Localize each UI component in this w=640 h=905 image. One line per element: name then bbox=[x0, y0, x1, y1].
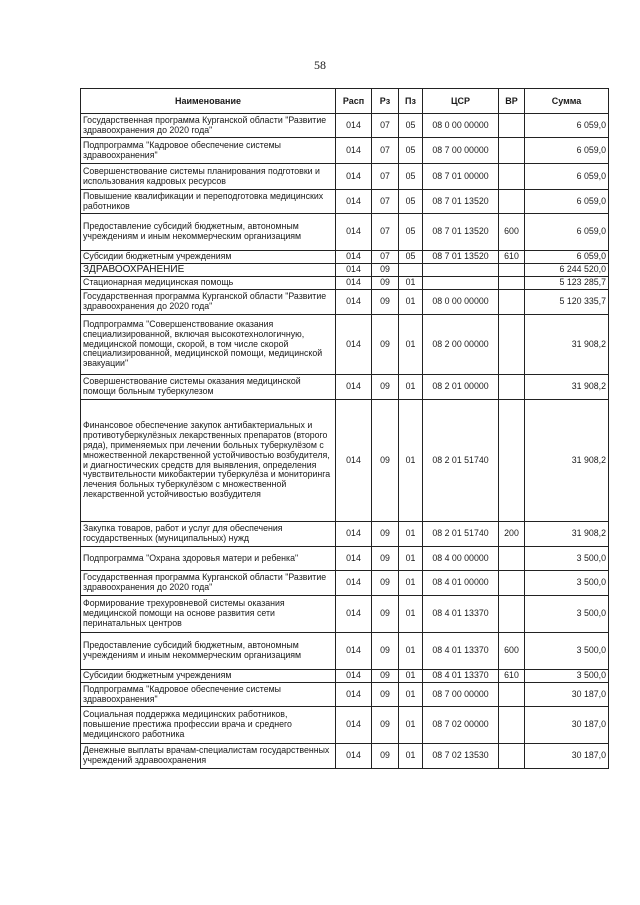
cell-name: Формирование трехуровневой системы оказания медицинской помощи на основе развития сети перинатальных центров bbox=[81, 596, 336, 633]
cell-rz: 09 bbox=[372, 683, 399, 707]
cell-sum: 31 908,2 bbox=[525, 375, 609, 400]
cell-sum: 6 059,0 bbox=[525, 114, 609, 138]
cell-vr bbox=[499, 114, 525, 138]
cell-rz: 09 bbox=[372, 315, 399, 375]
cell-pz: 01 bbox=[399, 670, 423, 683]
cell-name: Государственная программа Курганской области "Развитие здравоохранения до 2020 года" bbox=[81, 290, 336, 315]
cell-vr bbox=[499, 375, 525, 400]
table-row bbox=[81, 683, 609, 707]
cell-vr bbox=[499, 290, 525, 315]
cell-rz: 09 bbox=[372, 633, 399, 670]
cell-vr bbox=[499, 315, 525, 375]
cell-sum: 31 908,2 bbox=[525, 315, 609, 375]
cell-rasp: 014 bbox=[336, 400, 372, 522]
cell-csr bbox=[423, 277, 499, 290]
cell-pz: 01 bbox=[399, 277, 423, 290]
cell-rz: 09 bbox=[372, 596, 399, 633]
cell-rasp: 014 bbox=[336, 670, 372, 683]
table-row bbox=[81, 571, 609, 596]
cell-name: Совершенствование системы оказания медицинской помощи больным туберкулезом bbox=[81, 375, 336, 400]
table-row bbox=[81, 633, 609, 670]
cell-sum: 3 500,0 bbox=[525, 571, 609, 596]
cell-csr: 08 4 00 00000 bbox=[423, 547, 499, 571]
cell-vr bbox=[499, 164, 525, 190]
cell-name: Подпрограмма "Охрана здоровья матери и ребенка" bbox=[81, 547, 336, 571]
cell-sum: 3 500,0 bbox=[525, 596, 609, 633]
cell-rasp: 014 bbox=[336, 251, 372, 264]
cell-rasp: 014 bbox=[336, 547, 372, 571]
cell-csr: 08 4 01 00000 bbox=[423, 571, 499, 596]
cell-pz: 01 bbox=[399, 596, 423, 633]
cell-sum: 31 908,2 bbox=[525, 400, 609, 522]
cell-csr: 08 7 00 00000 bbox=[423, 138, 499, 164]
cell-csr: 08 2 01 51740 bbox=[423, 400, 499, 522]
cell-vr bbox=[499, 190, 525, 214]
cell-sum: 6 059,0 bbox=[525, 214, 609, 251]
cell-rz: 09 bbox=[372, 547, 399, 571]
cell-rasp: 014 bbox=[336, 214, 372, 251]
cell-rasp: 014 bbox=[336, 114, 372, 138]
cell-rz: 09 bbox=[372, 264, 399, 277]
cell-sum: 3 500,0 bbox=[525, 670, 609, 683]
cell-pz: 01 bbox=[399, 707, 423, 744]
cell-sum: 6 059,0 bbox=[525, 138, 609, 164]
cell-sum: 6 059,0 bbox=[525, 190, 609, 214]
cell-vr bbox=[499, 571, 525, 596]
cell-name: Государственная программа Курганской области "Развитие здравоохранения до 2020 года" bbox=[81, 114, 336, 138]
cell-vr bbox=[499, 547, 525, 571]
cell-rasp: 014 bbox=[336, 264, 372, 277]
cell-rz: 07 bbox=[372, 138, 399, 164]
table-row bbox=[81, 400, 609, 522]
cell-vr: 610 bbox=[499, 670, 525, 683]
table-row bbox=[81, 707, 609, 744]
cell-rz: 09 bbox=[372, 571, 399, 596]
cell-pz: 05 bbox=[399, 190, 423, 214]
cell-csr: 08 7 01 13520 bbox=[423, 251, 499, 264]
header-name: Наименование bbox=[81, 89, 336, 114]
cell-pz: 05 bbox=[399, 164, 423, 190]
cell-rasp: 014 bbox=[336, 571, 372, 596]
cell-pz: 01 bbox=[399, 400, 423, 522]
header-pz: Пз bbox=[399, 89, 423, 114]
cell-sum: 30 187,0 bbox=[525, 707, 609, 744]
cell-sum: 6 059,0 bbox=[525, 164, 609, 190]
table-header-row bbox=[81, 89, 609, 114]
cell-vr bbox=[499, 264, 525, 277]
table-row bbox=[81, 277, 609, 290]
cell-rasp: 014 bbox=[336, 315, 372, 375]
cell-csr bbox=[423, 264, 499, 277]
cell-rasp: 014 bbox=[336, 744, 372, 769]
cell-name: Стационарная медицинская помощь bbox=[81, 277, 336, 290]
cell-rasp: 014 bbox=[336, 707, 372, 744]
cell-rasp: 014 bbox=[336, 190, 372, 214]
cell-pz: 01 bbox=[399, 290, 423, 315]
cell-csr: 08 4 01 13370 bbox=[423, 633, 499, 670]
cell-csr: 08 4 01 13370 bbox=[423, 670, 499, 683]
cell-name: Предоставление субсидий бюджетным, автономным учреждениям и иным некоммерческим организациям bbox=[81, 214, 336, 251]
cell-vr bbox=[499, 744, 525, 769]
cell-rasp: 014 bbox=[336, 290, 372, 315]
cell-csr: 08 7 01 13520 bbox=[423, 190, 499, 214]
cell-vr bbox=[499, 596, 525, 633]
cell-csr: 08 7 02 13530 bbox=[423, 744, 499, 769]
cell-pz: 05 bbox=[399, 114, 423, 138]
table-row bbox=[81, 138, 609, 164]
cell-name: Подпрограмма "Совершенствование оказания специализированной, включая высокотехнологичную, медицинской помощи, скорой, в том числе скорой специализированной, медицинской помощи, медицинской эвакуации" bbox=[81, 315, 336, 375]
cell-csr: 08 2 01 00000 bbox=[423, 375, 499, 400]
cell-csr: 08 4 01 13370 bbox=[423, 596, 499, 633]
cell-csr: 08 7 02 00000 bbox=[423, 707, 499, 744]
cell-rasp: 014 bbox=[336, 522, 372, 547]
cell-sum: 3 500,0 bbox=[525, 547, 609, 571]
cell-vr: 200 bbox=[499, 522, 525, 547]
table-row bbox=[81, 214, 609, 251]
cell-rz: 07 bbox=[372, 190, 399, 214]
cell-vr bbox=[499, 683, 525, 707]
budget-table bbox=[80, 88, 609, 769]
cell-csr: 08 2 00 00000 bbox=[423, 315, 499, 375]
cell-rasp: 014 bbox=[336, 596, 372, 633]
page-number: 58 bbox=[314, 58, 326, 72]
cell-rasp: 014 bbox=[336, 683, 372, 707]
table-row bbox=[81, 522, 609, 547]
cell-name: Подпрограмма "Кадровое обеспечение системы здравоохранения" bbox=[81, 683, 336, 707]
cell-sum: 5 120 335,7 bbox=[525, 290, 609, 315]
header-rasp: Расп bbox=[336, 89, 372, 114]
cell-vr: 610 bbox=[499, 251, 525, 264]
cell-rz: 09 bbox=[372, 670, 399, 683]
cell-rz: 09 bbox=[372, 522, 399, 547]
cell-name: Финансовое обеспечение закупок антибактериальных и противотуберкулёзных лекарственных препаратов (второго ряда), применяемых при лечении больных туберкулёзом с множественной лекарственной устойчивостью возбудителя, и диагностических средств для выявления, определения чувствительности микобактерии туберкулёза и мониторинга лечения больных туберкулёзом с множественной лекарственной устойчивостью возбудителя bbox=[81, 400, 336, 522]
table-row bbox=[81, 290, 609, 315]
cell-pz: 05 bbox=[399, 138, 423, 164]
cell-rz: 09 bbox=[372, 375, 399, 400]
cell-sum: 5 123 285,7 bbox=[525, 277, 609, 290]
cell-name: Социальная поддержка медицинских работников, повышение престижа профессии врача и среднего медицинского работника bbox=[81, 707, 336, 744]
cell-pz: 01 bbox=[399, 633, 423, 670]
cell-pz: 01 bbox=[399, 375, 423, 400]
cell-rz: 07 bbox=[372, 164, 399, 190]
header-csr: ЦСР bbox=[423, 89, 499, 114]
cell-rasp: 014 bbox=[336, 375, 372, 400]
cell-pz bbox=[399, 264, 423, 277]
cell-name: Предоставление субсидий бюджетным, автономным учреждениям и иным некоммерческим организациям bbox=[81, 633, 336, 670]
cell-name: Подпрограмма "Кадровое обеспечение системы здравоохранения" bbox=[81, 138, 336, 164]
header-sum: Сумма bbox=[525, 89, 609, 114]
table-row bbox=[81, 190, 609, 214]
cell-sum: 30 187,0 bbox=[525, 683, 609, 707]
cell-csr: 08 2 01 51740 bbox=[423, 522, 499, 547]
cell-vr bbox=[499, 707, 525, 744]
cell-pz: 01 bbox=[399, 683, 423, 707]
cell-sum: 3 500,0 bbox=[525, 633, 609, 670]
cell-rasp: 014 bbox=[336, 277, 372, 290]
cell-name: Субсидии бюджетным учреждениям bbox=[81, 670, 336, 683]
cell-rasp: 014 bbox=[336, 164, 372, 190]
table-row bbox=[81, 164, 609, 190]
cell-rz: 07 bbox=[372, 251, 399, 264]
cell-name: ЗДРАВООХРАНЕНИЕ bbox=[81, 264, 336, 277]
cell-name: Государственная программа Курганской области "Развитие здравоохранения до 2020 года" bbox=[81, 571, 336, 596]
cell-sum: 31 908,2 bbox=[525, 522, 609, 547]
cell-rasp: 014 bbox=[336, 138, 372, 164]
cell-pz: 01 bbox=[399, 547, 423, 571]
cell-csr: 08 7 00 00000 bbox=[423, 683, 499, 707]
cell-csr: 08 0 00 00000 bbox=[423, 290, 499, 315]
table-row bbox=[81, 251, 609, 264]
header-rz: Рз bbox=[372, 89, 399, 114]
cell-csr: 08 0 00 00000 bbox=[423, 114, 499, 138]
cell-name: Повышение квалификации и переподготовка медицинских работников bbox=[81, 190, 336, 214]
cell-rz: 09 bbox=[372, 400, 399, 522]
table-row bbox=[81, 670, 609, 683]
header-vr: ВР bbox=[499, 89, 525, 114]
cell-name: Субсидии бюджетным учреждениям bbox=[81, 251, 336, 264]
cell-sum: 6 059,0 bbox=[525, 251, 609, 264]
cell-rasp: 014 bbox=[336, 633, 372, 670]
table-row bbox=[81, 315, 609, 375]
cell-csr: 08 7 01 13520 bbox=[423, 214, 499, 251]
cell-pz: 01 bbox=[399, 522, 423, 547]
cell-pz: 05 bbox=[399, 214, 423, 251]
cell-rz: 09 bbox=[372, 290, 399, 315]
cell-csr: 08 7 01 00000 bbox=[423, 164, 499, 190]
cell-vr bbox=[499, 400, 525, 522]
cell-pz: 01 bbox=[399, 571, 423, 596]
cell-name: Совершенствование системы планирования подготовки и использования кадровых ресурсов bbox=[81, 164, 336, 190]
cell-vr: 600 bbox=[499, 214, 525, 251]
cell-rz: 09 bbox=[372, 707, 399, 744]
table-row bbox=[81, 264, 609, 277]
cell-vr bbox=[499, 138, 525, 164]
cell-rz: 09 bbox=[372, 744, 399, 769]
table-row bbox=[81, 744, 609, 769]
table-row bbox=[81, 375, 609, 400]
cell-vr bbox=[499, 277, 525, 290]
cell-vr: 600 bbox=[499, 633, 525, 670]
table-row bbox=[81, 547, 609, 571]
cell-rz: 09 bbox=[372, 277, 399, 290]
cell-pz: 05 bbox=[399, 251, 423, 264]
table-row bbox=[81, 114, 609, 138]
table-row bbox=[81, 596, 609, 633]
cell-sum: 30 187,0 bbox=[525, 744, 609, 769]
cell-name: Денежные выплаты врачам-специалистам государственных учреждений здравоохранения bbox=[81, 744, 336, 769]
cell-sum: 6 244 520,0 bbox=[525, 264, 609, 277]
cell-pz: 01 bbox=[399, 744, 423, 769]
cell-rz: 07 bbox=[372, 214, 399, 251]
cell-pz: 01 bbox=[399, 315, 423, 375]
cell-rz: 07 bbox=[372, 114, 399, 138]
cell-name: Закупка товаров, работ и услуг для обеспечения государственных (муниципальных) нужд bbox=[81, 522, 336, 547]
